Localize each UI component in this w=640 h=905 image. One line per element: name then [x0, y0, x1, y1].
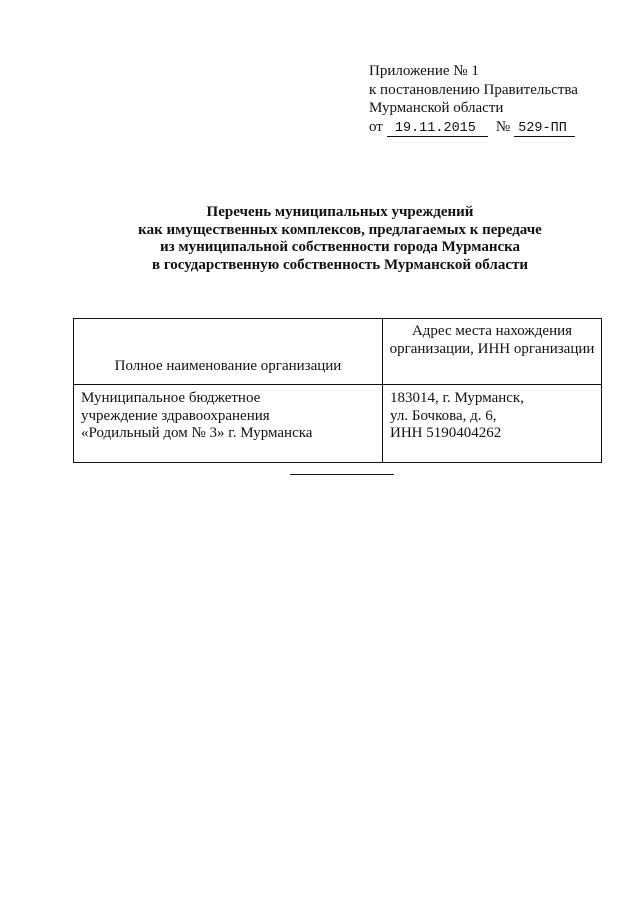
cell-organization-address	[383, 385, 602, 463]
organization-name-line-1: Муниципальное бюджетное	[81, 390, 261, 406]
table-row	[74, 385, 602, 463]
resolution-date: 19.11.2015	[387, 122, 488, 137]
title-line-3: из муниципальной собственности города Мурманска	[159, 239, 521, 255]
organizations-table	[73, 318, 602, 463]
address-line-1: 183014, г. Мурманск,	[390, 390, 524, 406]
appendix-resolution-line: к постановлению Правительства	[369, 81, 578, 98]
table-header-row	[74, 319, 602, 385]
organization-name-line-2: учреждение здравоохранения	[81, 407, 270, 424]
resolution-number: 529-ПП	[514, 122, 575, 137]
header-address-line-1: Адрес места нахождения	[411, 323, 573, 339]
appendix-title: Приложение № 1	[369, 63, 479, 79]
title-line-4: в государственную собственность Мурманской области	[152, 256, 528, 273]
end-divider	[290, 474, 394, 475]
header-address-inn	[383, 319, 602, 385]
organization-name-line-3: «Родильный дом № 3» г. Мурманска	[81, 425, 313, 441]
document-title	[60, 204, 620, 274]
appendix-region-line: Мурманской области	[369, 100, 504, 116]
cell-organization-name	[74, 385, 383, 463]
appendix-block	[369, 62, 619, 137]
date-prefix: от	[369, 118, 383, 135]
title-line-1: Перечень муниципальных учреждений	[206, 204, 474, 220]
title-line-2: как имущественных комплексов, предлагаемых к передаче	[138, 221, 542, 238]
address-inn-line: ИНН 5190404262	[390, 425, 502, 441]
header-address-line-2: организации, ИНН организации	[389, 340, 595, 357]
header-full-name: Полное наименование организации	[74, 319, 383, 385]
address-line-2: ул. Бочкова, д. 6,	[390, 407, 497, 424]
appendix-date-number-line	[369, 118, 619, 137]
number-prefix: №	[495, 118, 511, 135]
